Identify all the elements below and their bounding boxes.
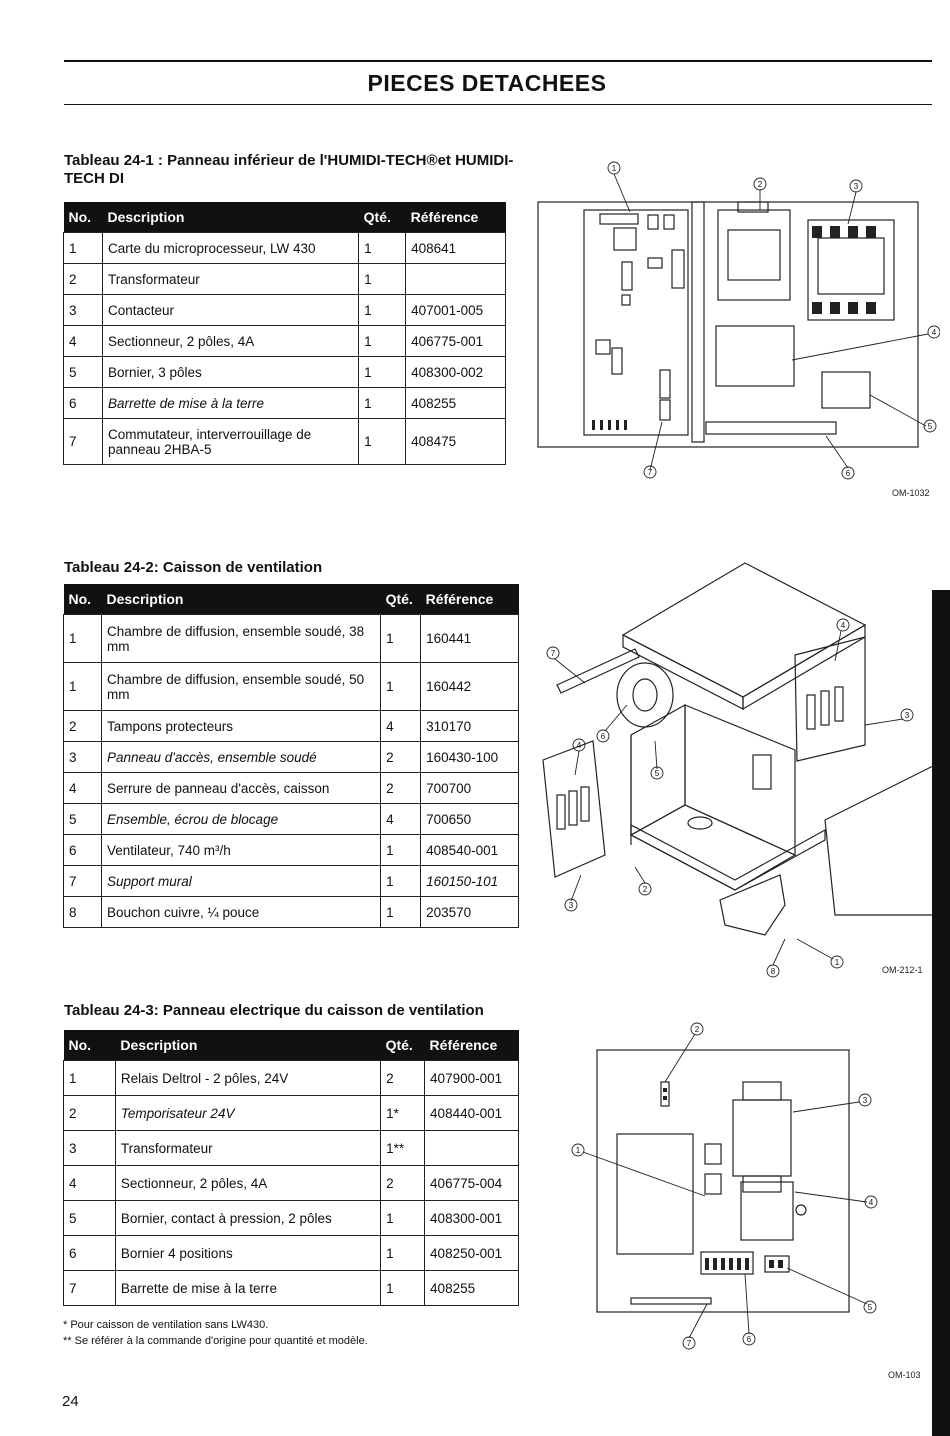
cell-qty: 1 <box>359 295 406 326</box>
callout-label: 4 <box>868 1198 874 1207</box>
callout-label: 5 <box>927 422 933 431</box>
cell-qty: 1 <box>381 866 421 897</box>
col-header-no: No. <box>64 202 103 233</box>
cell-reference <box>406 264 506 295</box>
table-row <box>64 1271 519 1306</box>
callout-label: 4 <box>840 621 846 630</box>
callout-label: 1 <box>575 1146 581 1155</box>
cell-no: 6 <box>64 1236 116 1271</box>
cell-no: 7 <box>64 419 103 465</box>
callout-label: 5 <box>654 769 660 778</box>
table-row <box>64 1096 519 1131</box>
callout-label: 7 <box>550 649 556 658</box>
table-header-row <box>64 1030 519 1061</box>
callout-label: 1 <box>834 958 840 967</box>
cell-no: 5 <box>64 804 102 835</box>
cell-description: Carte du microprocesseur, LW 430 <box>102 233 358 264</box>
callout-label: 4 <box>576 741 582 750</box>
cell-qty: 1 <box>359 233 406 264</box>
table-row <box>64 233 506 264</box>
callout-label: 3 <box>568 901 574 910</box>
cell-no: 4 <box>64 1166 116 1201</box>
col-header-qty: Qté. <box>381 1030 425 1061</box>
cell-no: 5 <box>64 357 103 388</box>
cell-no: 5 <box>64 1201 116 1236</box>
cell-qty: 2 <box>381 742 421 773</box>
cell-qty: 2 <box>381 773 421 804</box>
cell-description: Relais Deltrol - 2 pôles, 24V <box>115 1061 380 1096</box>
footnote: ** Se référer à la commande d'origine pour quantité et modèle. <box>63 1335 368 1347</box>
table-row <box>64 773 519 804</box>
cell-no: 1 <box>64 1061 116 1096</box>
table-row <box>64 388 506 419</box>
cell-qty: 1 <box>381 835 421 866</box>
cell-no: 1 <box>64 663 102 711</box>
cell-description: Chambre de diffusion, ensemble soudé, 38 mm <box>101 615 380 663</box>
cell-description: Sectionneur, 2 pôles, 4A <box>115 1166 380 1201</box>
table-caption: Tableau 24-3: Panneau electrique du caisson de ventilation <box>64 1002 484 1019</box>
callout-label: 6 <box>600 732 606 741</box>
table-row <box>64 663 519 711</box>
callout-label: 2 <box>642 885 648 894</box>
cell-no: 4 <box>64 773 102 804</box>
cell-qty: 1** <box>381 1131 425 1166</box>
cell-reference: 408300-001 <box>425 1201 519 1236</box>
col-header-no: No. <box>64 584 102 615</box>
cell-reference: 160442 <box>421 663 519 711</box>
figure-code: OM-212-1 <box>882 965 923 975</box>
cell-description: Ventilateur, 740 m³/h <box>101 835 380 866</box>
cell-no: 1 <box>64 233 103 264</box>
col-header-qty: Qté. <box>381 584 421 615</box>
table-row <box>64 866 519 897</box>
cell-description: Chambre de diffusion, ensemble soudé, 50 mm <box>101 663 380 711</box>
callout-label: 3 <box>862 1096 868 1105</box>
cell-no: 7 <box>64 866 102 897</box>
callout-label: 6 <box>845 469 851 478</box>
cell-reference: 407001-005 <box>406 295 506 326</box>
cell-reference: 310170 <box>421 711 519 742</box>
cell-description: Ensemble, écrou de blocage <box>101 804 380 835</box>
cell-reference: 700700 <box>421 773 519 804</box>
cell-description: Tampons protecteurs <box>101 711 380 742</box>
cell-reference: 203570 <box>421 897 519 928</box>
table-header-row <box>64 584 519 615</box>
footnote: * Pour caisson de ventilation sans LW430. <box>63 1319 269 1331</box>
cell-reference: 408440-001 <box>425 1096 519 1131</box>
col-header-description: Description <box>115 1030 380 1061</box>
cell-reference: 408250-001 <box>425 1236 519 1271</box>
cell-qty: 1 <box>381 663 421 711</box>
table-row <box>64 711 519 742</box>
page-number: 24 <box>62 1393 79 1410</box>
cell-reference: 406775-004 <box>425 1166 519 1201</box>
cell-reference: 160430-100 <box>421 742 519 773</box>
electrical-panel-diagram <box>565 1020 895 1360</box>
cell-qty: 1 <box>359 419 406 465</box>
table-caption: Tableau 24-1 : Panneau inférieur de l'HUMIDI-TECH®et HUMIDI-TECH DI <box>64 152 514 187</box>
cell-description: Barrette de mise à la terre <box>115 1271 380 1306</box>
table-row <box>64 357 506 388</box>
cell-description: Barrette de mise à la terre <box>102 388 358 419</box>
cell-reference: 408641 <box>406 233 506 264</box>
cell-reference: 408540-001 <box>421 835 519 866</box>
cell-no: 3 <box>64 742 102 773</box>
cell-qty: 1 <box>381 615 421 663</box>
col-header-description: Description <box>102 202 358 233</box>
table-row <box>64 804 519 835</box>
table-header-row <box>64 202 506 233</box>
cell-no: 6 <box>64 388 103 419</box>
cell-no: 2 <box>64 711 102 742</box>
callout-label: 2 <box>757 180 763 189</box>
cell-qty: 1 <box>359 357 406 388</box>
cell-reference: 406775-001 <box>406 326 506 357</box>
callout-label: 7 <box>647 468 653 477</box>
col-header-qty: Qté. <box>359 202 406 233</box>
cell-qty: 1 <box>381 1271 425 1306</box>
table-row <box>64 897 519 928</box>
cell-reference: 408300-002 <box>406 357 506 388</box>
table-row <box>64 419 506 465</box>
cell-no: 4 <box>64 326 103 357</box>
figure-code: OM-103 <box>888 1370 921 1380</box>
col-header-no: No. <box>64 1030 116 1061</box>
cell-description: Bornier 4 positions <box>115 1236 380 1271</box>
lower-panel-diagram <box>530 150 940 500</box>
cell-qty: 4 <box>381 804 421 835</box>
col-header-description: Description <box>101 584 380 615</box>
callout-label: 7 <box>686 1339 692 1348</box>
callout-label: 8 <box>770 967 776 976</box>
col-header-reference: Référence <box>406 202 506 233</box>
cell-no: 6 <box>64 835 102 866</box>
table-row <box>64 1166 519 1201</box>
cell-no: 1 <box>64 615 102 663</box>
cell-qty: 1 <box>381 897 421 928</box>
table-row <box>64 295 506 326</box>
cell-no: 2 <box>64 264 103 295</box>
ventilation-box-exploded-diagram <box>535 555 935 985</box>
cell-description: Bornier, contact à pression, 2 pôles <box>115 1201 380 1236</box>
callout-label: 1 <box>611 164 617 173</box>
cell-reference: 408475 <box>406 419 506 465</box>
cell-reference: 408255 <box>406 388 506 419</box>
top-rule <box>64 60 932 62</box>
callout-label: 6 <box>746 1335 752 1344</box>
figure-code: OM-1032 <box>892 488 930 498</box>
cell-description: Transformateur <box>115 1131 380 1166</box>
cell-qty: 1 <box>381 1236 425 1271</box>
cell-reference: 160150-101 <box>421 866 519 897</box>
parts-table-2 <box>63 584 519 928</box>
cell-description: Serrure de panneau d'accès, caisson <box>101 773 380 804</box>
cell-qty: 4 <box>381 711 421 742</box>
cell-description: Bouchon cuivre, ¼ pouce <box>101 897 380 928</box>
cell-description: Panneau d'accès, ensemble soudé <box>101 742 380 773</box>
callout-label: 4 <box>931 328 937 337</box>
cell-reference: 407900-001 <box>425 1061 519 1096</box>
table-row <box>64 1061 519 1096</box>
cell-no: 2 <box>64 1096 116 1131</box>
table-row <box>64 1131 519 1166</box>
cell-reference: 700650 <box>421 804 519 835</box>
page-title: PIECES DETACHEES <box>367 70 607 96</box>
cell-description: Bornier, 3 pôles <box>102 357 358 388</box>
cell-reference: 160441 <box>421 615 519 663</box>
scan-edge <box>932 590 950 1436</box>
cell-qty: 1 <box>381 1201 425 1236</box>
table-row <box>64 326 506 357</box>
callout-label: 5 <box>867 1303 873 1312</box>
cell-no: 8 <box>64 897 102 928</box>
table-row <box>64 1201 519 1236</box>
cell-qty: 1 <box>359 264 406 295</box>
cell-qty: 1 <box>359 326 406 357</box>
parts-table-1 <box>63 202 506 465</box>
parts-table-3 <box>63 1030 519 1306</box>
table-row <box>64 264 506 295</box>
table-row <box>64 835 519 866</box>
callout-label: 3 <box>904 711 910 720</box>
callout-label: 3 <box>853 182 859 191</box>
cell-description: Support mural <box>101 866 380 897</box>
cell-description: Temporisateur 24V <box>115 1096 380 1131</box>
cell-no: 7 <box>64 1271 116 1306</box>
table-caption: Tableau 24-2: Caisson de ventilation <box>64 559 323 576</box>
cell-reference <box>425 1131 519 1166</box>
cell-description: Transformateur <box>102 264 358 295</box>
col-header-reference: Référence <box>421 584 519 615</box>
table-row <box>64 742 519 773</box>
cell-qty: 2 <box>381 1166 425 1201</box>
col-header-reference: Référence <box>425 1030 519 1061</box>
cell-reference: 408255 <box>425 1271 519 1306</box>
cell-description: Commutateur, interverrouillage de panneau 2HBA-5 <box>102 419 358 465</box>
cell-qty: 1 <box>359 388 406 419</box>
cell-no: 3 <box>64 295 103 326</box>
cell-description: Sectionneur, 2 pôles, 4A <box>102 326 358 357</box>
title-underline <box>64 104 932 105</box>
cell-no: 3 <box>64 1131 116 1166</box>
cell-qty: 2 <box>381 1061 425 1096</box>
cell-description: Contacteur <box>102 295 358 326</box>
table-row <box>64 615 519 663</box>
callout-label: 2 <box>694 1025 700 1034</box>
table-row <box>64 1236 519 1271</box>
cell-qty: 1* <box>381 1096 425 1131</box>
